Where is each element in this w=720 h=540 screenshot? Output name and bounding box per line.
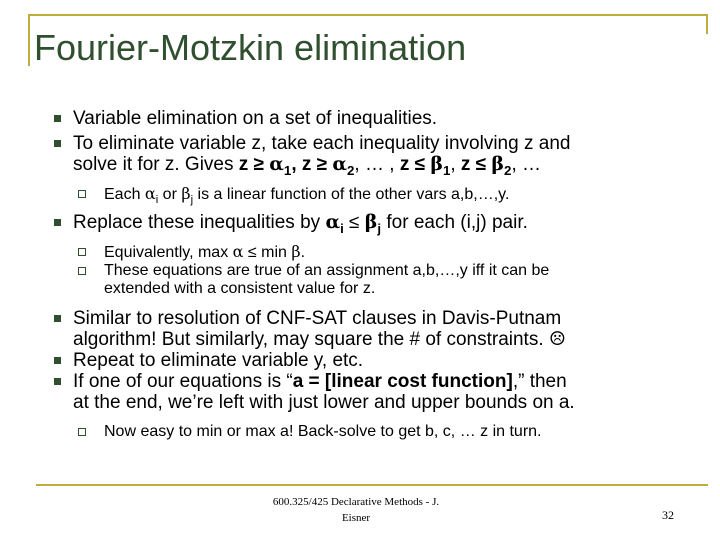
bullet-variable-elimination [50,108,718,129]
bullet-cnf-sat: Similar to resolution of CNF-SAT clauses in Davis-Putnam algorithm! But similarly, may square the # of constraints. ☹ [50,308,718,350]
square-bullet-icon [54,219,61,226]
bullet-repeat: Repeat to eliminate variable y, etc. [50,350,718,371]
hollow-square-bullet-icon [78,267,86,275]
frown-face-icon: ☹ [548,328,566,350]
hollow-square-bullet-icon [78,248,86,256]
inequality-list: $z \ge \alpha_1$, $z \ge \alpha_2$ [238,153,355,178]
slide-body [50,108,718,441]
subbullet-equivalently: Equivalently, max α ≤ min β. [50,243,718,262]
footer-rule [36,484,708,486]
subbullet-equations-true: These equations are true of an assignment a,b,…,y iff it can be extended with a consistent value for z. [50,262,718,298]
title-frame-left [28,14,30,66]
title-frame-right [706,14,708,34]
subbullet-back-solve: Now easy to min or max a! Back-solve to get b, c, … z in turn. [50,423,718,441]
hollow-square-bullet-icon [78,190,86,198]
subbullet-linear-function: Each $\alpha_i$ or $\beta_j$ is a linear function of the other vars a,b,…,y. [50,185,718,204]
bullet-replace-inequalities: Replace these inequalities by $\alpha_i \le \beta_j$ for each (i,j) pair. [50,212,718,233]
square-bullet-icon [54,115,61,122]
square-bullet-icon [54,378,61,385]
square-bullet-icon [54,357,61,364]
bullet-text-line1: To eliminate variable z, take each inequality involving z and [73,133,571,154]
square-bullet-icon [54,140,61,147]
title-frame-top [28,14,706,16]
bullet-eliminate-z: To eliminate variable z, take each inequality involving z and solve it for z. Gives $z \ge \alpha_1$, $z \ge \alpha_2$, … , $z \le \beta_1$, $z \le \beta_2$, … [50,133,718,175]
square-bullet-icon [54,315,61,322]
page-number: 32 [662,508,674,522]
bullet-text: Variable elimination on a set of inequalities. [73,108,438,129]
bullet-cost-function: If one of our equations is “a = [linear cost function],” then at the end, we’re left with just lower and upper bounds on a. [50,371,718,413]
bullet-text-line2: solve it for z. Gives [73,154,239,175]
footer-course: 600.325/425 Declarative Methods - J. Eisner [272,496,440,524]
hollow-square-bullet-icon [78,428,86,436]
slide-title: Fourier-Motzkin elimination [34,27,467,68]
